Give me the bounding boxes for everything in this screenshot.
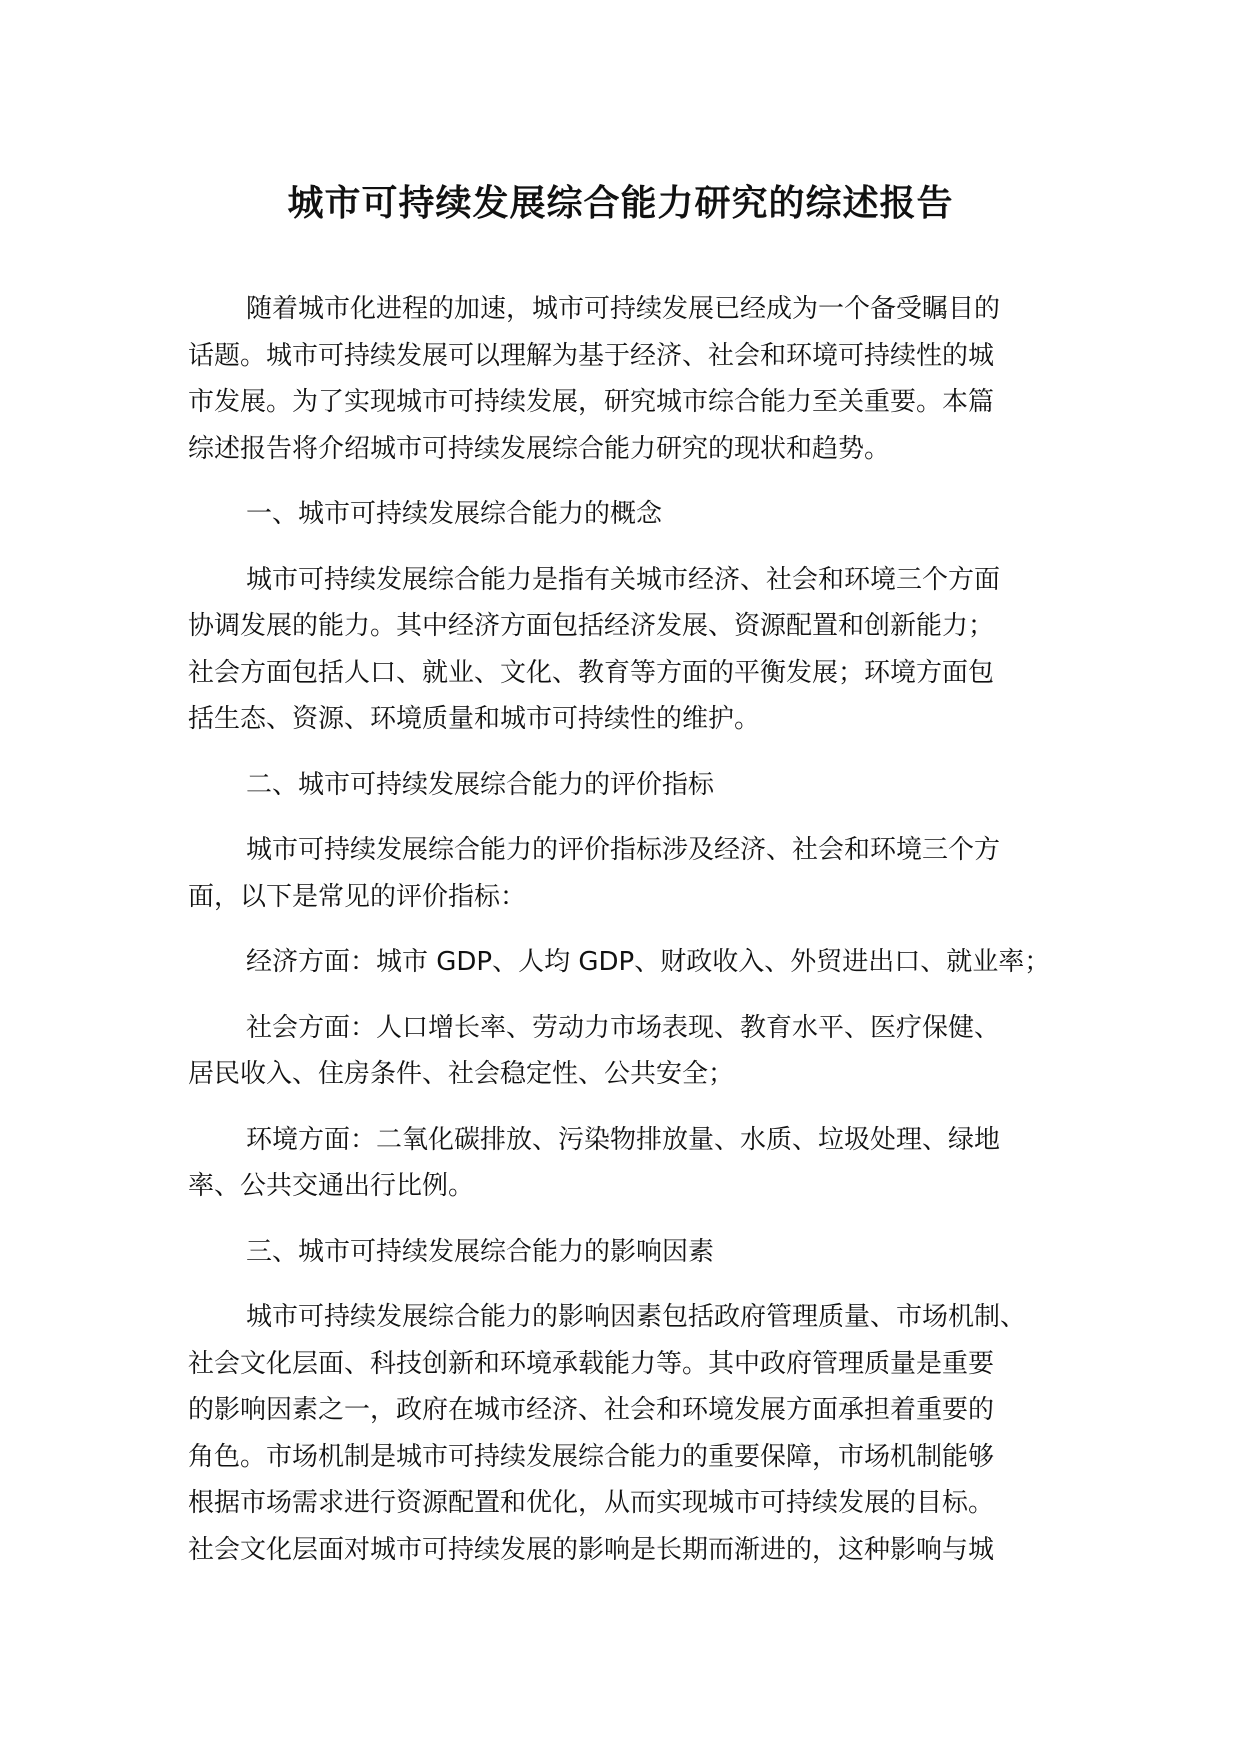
paragraph-line: 市发展。为了实现城市可持续发展，研究城市综合能力至关重要。本篇: [188, 387, 995, 417]
paragraph-line: 话题。城市可持续发展可以理解为基于经济、社会和环境可持续性的城: [188, 340, 995, 371]
paragraph-line: 城市可持续发展综合能力的影响因素包括政府管理质量、市场机制、: [246, 1302, 1027, 1332]
paragraph-line: 社会方面：人口增长率、劳动力市场表现、教育水平、医疗保健、: [246, 1012, 1001, 1043]
paragraph-intro: [188, 286, 1088, 472]
paragraph-line: 括生态、资源、环境质量和城市可持续性的维护。: [188, 704, 761, 734]
document-title: 城市可持续发展综合能力研究的综述报告: [287, 183, 954, 224]
paragraph-line: 随着城市化进程的加速，城市可持续发展已经成为一个备受瞩目的: [246, 294, 1001, 324]
paragraph-line: 城市可持续发展综合能力的评价指标涉及经济、社会和环境三个方: [246, 835, 1001, 865]
section-heading-2: [188, 762, 1088, 809]
paragraph-line: 综述报告将介绍城市可持续发展综合能力研究的现状和趋势。: [188, 433, 891, 464]
paragraph-concept: [188, 557, 1088, 743]
section-heading-line: 三、城市可持续发展综合能力的影响因素: [246, 1236, 715, 1267]
paragraph-line: 经济方面：城市 GDP、人均 GDP、财政收入、外贸进出口、就业率；: [246, 947, 1051, 977]
paragraph-line: 协调发展的能力。其中经济方面包括经济发展、资源配置和创新能力；: [188, 611, 995, 641]
paragraph-line: 环境方面：二氧化碳排放、污染物排放量、水质、垃圾处理、绿地: [246, 1124, 1001, 1155]
paragraph-line: 根据市场需求进行资源配置和优化，从而实现城市可持续发展的目标。: [188, 1488, 995, 1518]
paragraph-factors: [188, 1294, 1088, 1573]
paragraph-line: 社会文化层面、科技创新和环境承载能力等。其中政府管理质量是重要: [188, 1348, 995, 1379]
paragraph-line: 社会文化层面对城市可持续发展的影响是长期而渐进的，这种影响与城: [188, 1534, 995, 1565]
document-body: [188, 286, 1088, 1592]
paragraph-indicators: [188, 827, 1088, 920]
paragraph-economic: [188, 939, 1088, 986]
paragraph-line: 社会方面包括人口、就业、文化、教育等方面的平衡发展；环境方面包: [188, 657, 995, 688]
paragraph-social: [188, 1005, 1088, 1098]
paragraph-line: 率、公共交通出行比例。: [188, 1171, 475, 1201]
paragraph-line: 的影响因素之一，政府在城市经济、社会和环境发展方面承担着重要的: [188, 1395, 995, 1425]
paragraph-line: 居民收入、住房条件、社会稳定性、公共安全；: [188, 1059, 735, 1089]
section-heading-3: [188, 1229, 1088, 1276]
paragraph-line: 城市可持续发展综合能力是指有关城市经济、社会和环境三个方面: [246, 564, 1001, 595]
section-heading-line: 二、城市可持续发展综合能力的评价指标: [246, 769, 715, 800]
section-heading-line: 一、城市可持续发展综合能力的概念: [246, 499, 663, 529]
paragraph-environment: [188, 1117, 1088, 1210]
section-heading-1: [188, 491, 1088, 538]
paragraph-line: 面，以下是常见的评价指标：: [188, 881, 527, 912]
paragraph-line: 角色。市场机制是城市可持续发展综合能力的重要保障，市场机制能够: [188, 1441, 995, 1472]
